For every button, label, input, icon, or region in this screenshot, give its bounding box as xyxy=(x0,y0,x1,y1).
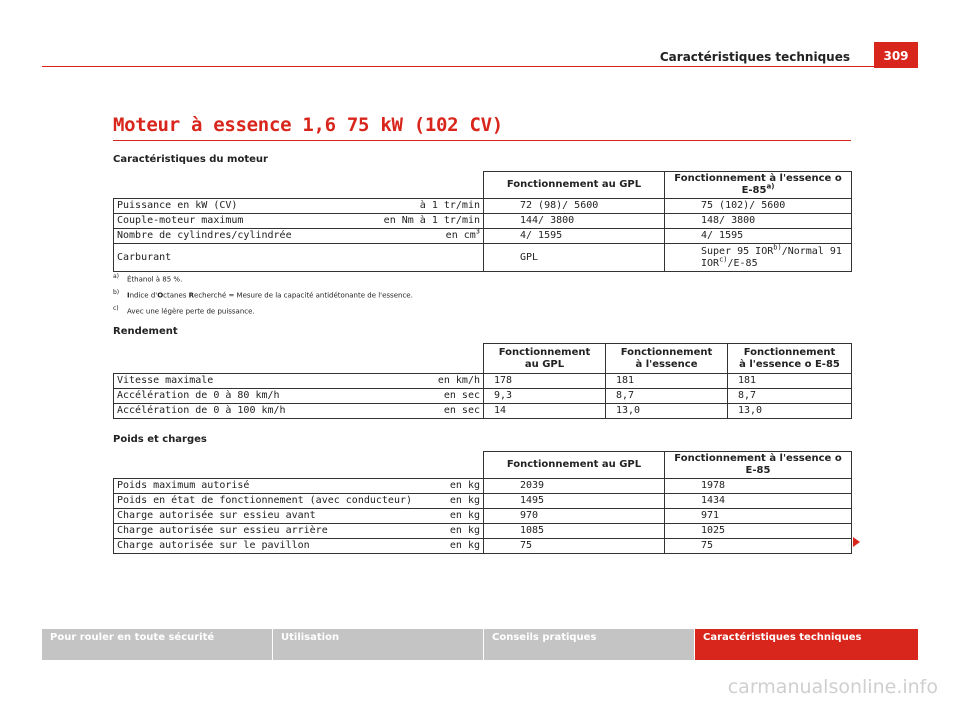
running-header: Caractéristiques techniques xyxy=(659,50,850,64)
weights-col-gpl: Fonctionnement au GPL xyxy=(484,452,665,479)
engine-heading: Caractéristiques du moteur xyxy=(113,154,268,165)
table-row: Carburant GPL Super 95 IOR$^{b)}$/Normal 91 IOR$^{c)}$/E-85 xyxy=(114,244,852,272)
table-row: Charge autorisée sur essieu avant en kg 970 971 xyxy=(114,509,852,524)
weights-table xyxy=(113,451,852,554)
table-row: Charge autorisée sur le pavillon en kg 75 75 xyxy=(114,539,852,554)
footnote-b: b) Indice d'Octanes Recherché = Mesure de la capacité antidétonante de l'essence. xyxy=(113,289,413,300)
table-row: Accélération de 0 à 80 km/h en sec 9,3 8,7 8,7 xyxy=(114,389,852,404)
engine-header-blank xyxy=(114,172,484,199)
table-row: Accélération de 0 à 100 km/h en sec 14 13,0 13,0 xyxy=(114,404,852,419)
arrow-right-icon xyxy=(853,537,860,547)
performance-header-blank xyxy=(114,344,484,374)
performance-heading: Rendement xyxy=(113,326,178,337)
footnote-a: a) Éthanol à 85 %. xyxy=(113,273,183,284)
tab-conseils-pratiques[interactable]: Conseils pratiques xyxy=(484,629,694,660)
header-rule xyxy=(42,66,874,67)
page-number: 309 xyxy=(874,42,918,68)
table-row: Puissance en kW (CV) à 1 tr/min 72 (98)/ 5600 75 (102)/ 5600 xyxy=(114,199,852,214)
page-title: Moteur à essence 1,6 75 kW (102 CV) xyxy=(113,114,503,136)
table-row: Vitesse maximale en km/h 178 181 181 xyxy=(114,374,852,389)
footnote-c: c) Avec une légère perte de puissance. xyxy=(113,305,255,316)
weights-header-blank xyxy=(114,452,484,479)
watermark: carmanualsonline.info xyxy=(727,676,938,698)
table-row: Poids en état de fonctionnement (avec conducteur) en kg 1495 1434 xyxy=(114,494,852,509)
table-row: Nombre de cylindres/cylindrée en $cm^3$ 4/ 1595 4/ 1595 xyxy=(114,229,852,244)
performance-table xyxy=(113,343,852,419)
tab-utilisation[interactable]: Utilisation xyxy=(273,629,483,660)
engine-col-essence: Fonctionnement à l'essence o E-85$^{a)}$ xyxy=(665,172,852,199)
table-row: Charge autorisée sur essieu arrière en kg 1085 1025 xyxy=(114,524,852,539)
weights-heading: Poids et charges xyxy=(113,434,207,445)
tab-pour-rouler[interactable]: Pour rouler en toute sécurité xyxy=(42,629,272,660)
footer-nav xyxy=(42,629,918,660)
performance-col-gpl: Fonctionnement au GPL xyxy=(484,344,606,374)
table-row: Poids maximum autorisé en kg 2039 1978 xyxy=(114,479,852,494)
engine-col-gpl: Fonctionnement au GPL xyxy=(484,172,665,199)
performance-col-essence: Fonctionnement à l'essence xyxy=(606,344,728,374)
title-rule xyxy=(113,140,851,141)
weights-col-essence: Fonctionnement à l'essence o E-85 xyxy=(665,452,852,479)
table-row: Couple-moteur maximum en Nm à 1 tr/min 144/ 3800 148/ 3800 xyxy=(114,214,852,229)
performance-col-e85: Fonctionnement à l'essence o E-85 xyxy=(728,344,852,374)
tab-caracteristiques-techniques[interactable]: Caractéristiques techniques xyxy=(695,629,918,660)
engine-table xyxy=(113,171,852,272)
